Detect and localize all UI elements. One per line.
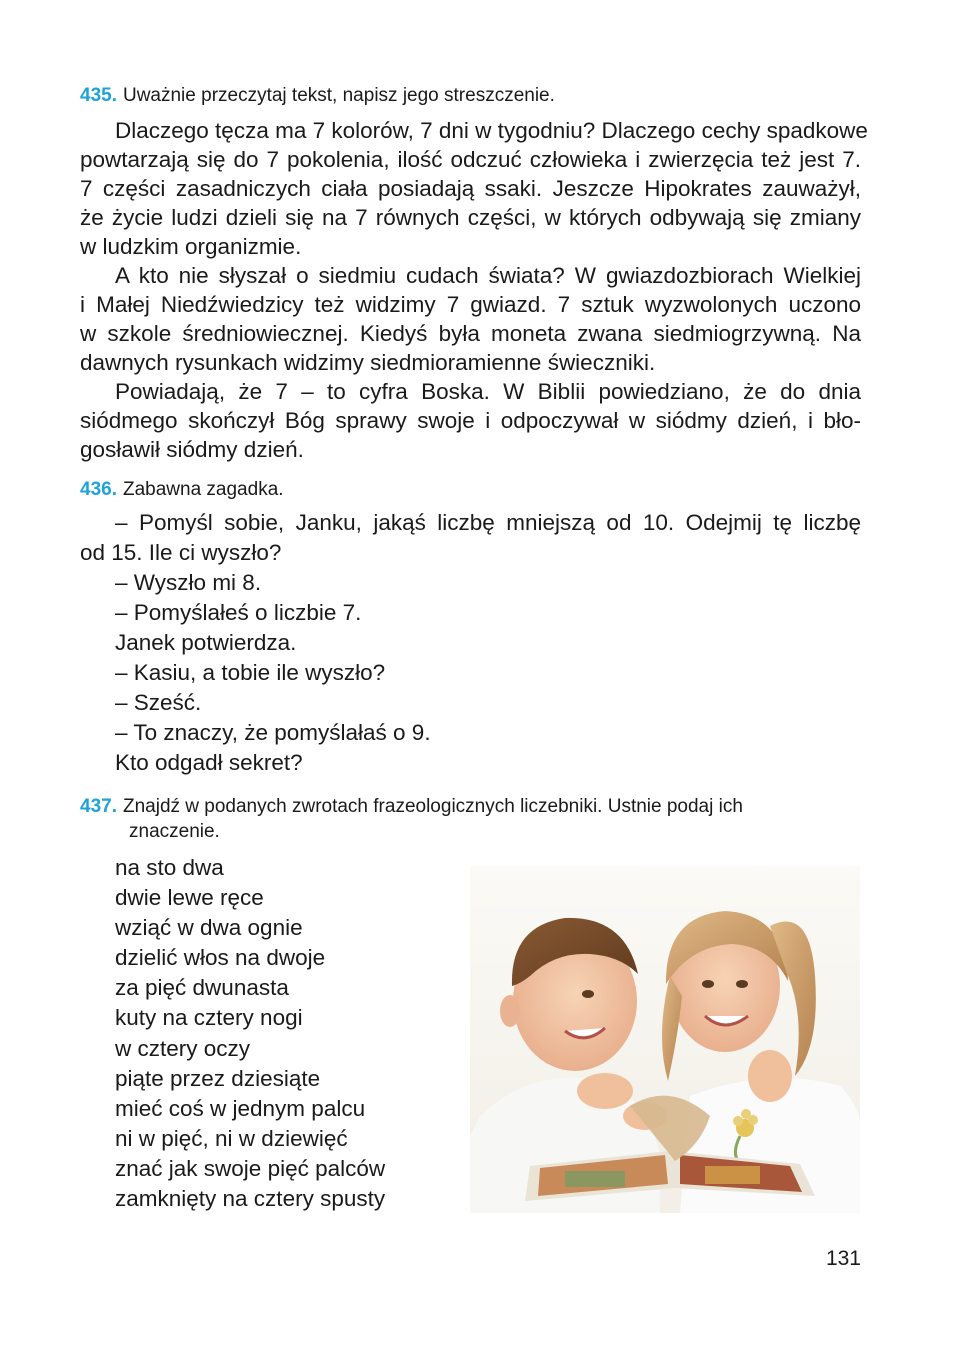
task-number: 436. (80, 479, 117, 500)
phrase-item: wziąć w dwa ognie (115, 915, 303, 941)
task-436-header (80, 477, 861, 502)
text-line: Dlaczego tęcza ma 7 kolorów, 7 dni w tygodniu? Dlaczego cechy spadkowe (115, 118, 868, 143)
phrase-item: zamknięty na cztery spusty (115, 1186, 386, 1212)
phrase-item: dzielić włos na dwoje (115, 945, 326, 971)
dialogue-line: – Wyszło mi 8. (115, 570, 262, 595)
task-number: 437. (80, 796, 117, 817)
dialogue-line: Janek potwierdza. (115, 630, 297, 655)
text-line: A kto nie słyszał o siedmiu cudach świata? W gwiazdozbiorach Wielkiej (115, 263, 861, 288)
phrase-item: kuty na cztery nogi (115, 1005, 303, 1031)
phrase-item: mieć coś w jednym palcu (115, 1095, 366, 1121)
phrase-item: za pięć dwunasta (115, 975, 289, 1001)
phrase-item: znać jak swoje pięć palców (115, 1155, 386, 1181)
dialogue-line: – Pomyślałeś o liczbie 7. (115, 600, 362, 625)
task-435-text (80, 116, 868, 464)
dialogue-line: – Kasiu, a tobie ile wyszło? (115, 660, 386, 685)
text-line: i Małej Niedźwiedzicy też widzimy 7 gwiazd. 7 sztuk wyzwolonych uczono (80, 292, 861, 317)
task-instruction: Zabawna zagadka. (122, 479, 284, 500)
phrase-item: na sto dwa (115, 855, 224, 880)
task-437-header (80, 794, 861, 844)
phrase-item: w cztery oczy (115, 1035, 251, 1061)
dialogue-line: Kto odgadł sekret? (115, 750, 303, 775)
phrase-item: dwie lewe ręce (115, 885, 264, 911)
text-line: w ludzkim organizmie. (80, 234, 302, 259)
phrase-item: piąte przez dziesiąte (115, 1065, 321, 1091)
task-instruction-continued: znaczenie. (129, 821, 220, 842)
text-line: powtarzają się do 7 pokolenia, ilość odczuć człowieka i zwierzęcia też jest 7. (80, 147, 861, 172)
task-instruction: Uważnie przeczytaj tekst, napisz jego streszczenie. (122, 85, 555, 106)
task-435-header (80, 83, 861, 108)
dialogue-line: od 15. Ile ci wyszło? (80, 540, 282, 565)
text-line: 7 części zasadniczych ciała posiadają ssaki. Jeszcze Hipokrates zauważył, (80, 176, 861, 201)
text-line: w szkole średniowiecznej. Kiedyś była moneta zwana siedmiogrzywną. Na (80, 321, 861, 346)
text-line: gosławił siódmy dzień. (80, 437, 304, 462)
text-line: dawnych rysunkach widzimy siedmioramienne świeczniki. (80, 350, 656, 375)
phrase-list (115, 853, 385, 1214)
phrase-item: ni w pięć, ni w dziewięć (115, 1125, 348, 1151)
text-line: Powiadają, że 7 – to cyfra Boska. W Biblii powiedziano, że do dnia (115, 379, 861, 404)
children-reading-photo (470, 866, 860, 1213)
page-number: 131 (825, 1247, 861, 1270)
dialogue-line: – Sześć. (115, 690, 202, 715)
task-436-dialogue (80, 508, 861, 778)
dialogue-line: – Pomyśl sobie, Janku, jakąś liczbę mniejszą od 10. Odejmij tę liczbę (115, 510, 861, 535)
text-line: siódmego skończył Bóg sprawy swoje i odpoczywał w siódmy dzień, i bło- (80, 408, 861, 433)
task-instruction: Znajdź w podanych zwrotach frazeologicznych liczebniki. Ustnie podaj ich (122, 796, 743, 817)
dialogue-line: – To znaczy, że pomyślałaś o 9. (115, 720, 431, 745)
task-number: 435. (80, 85, 117, 106)
text-line: że życie ludzi dzieli się na 7 równych części, w których odbywają się zmiany (80, 205, 861, 230)
